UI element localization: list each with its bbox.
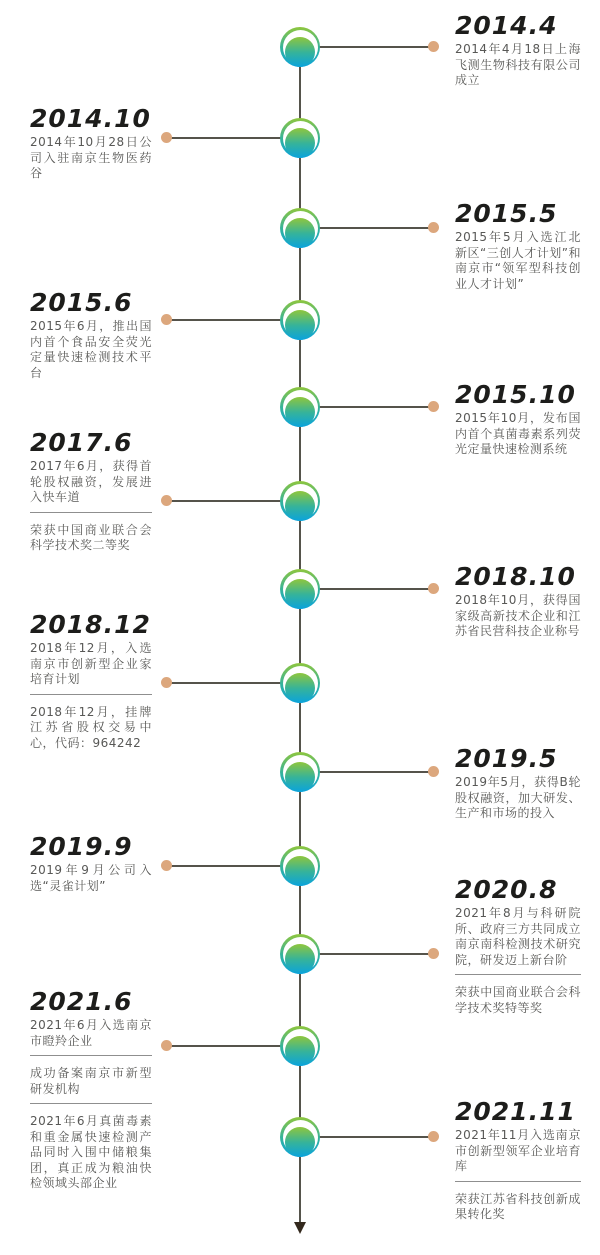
timeline-entry-2015-6: [30, 290, 152, 381]
node-disc: [285, 397, 315, 427]
timeline-entry-2014-10: [30, 106, 152, 182]
entry-text: 2015年5月入选江北新区“三创人才计划”和南京市“领军型科技创业人才计划”: [455, 230, 581, 291]
entry-date: 2019.9: [30, 832, 133, 861]
entry-date: 2021.11: [455, 1097, 576, 1126]
entry-divider: [30, 1055, 152, 1056]
connector-dot: [161, 860, 172, 871]
timeline-entry-2014-4: [455, 13, 581, 89]
node-disc: [285, 944, 315, 974]
entry-text: 2018年12月，挂牌江苏省股权交易中心，代码：964242: [30, 704, 152, 750]
connector-dot: [161, 314, 172, 325]
entry-text: 2021年6月入选南京市瞪羚企业: [30, 1018, 152, 1048]
connector-dot: [161, 677, 172, 688]
entry-date: 2020.8: [455, 875, 558, 904]
node-disc: [285, 491, 315, 521]
entry-date: 2021.6: [30, 987, 133, 1016]
timeline-entry-2018-12: [30, 612, 152, 751]
timeline-entry-2019-5: [455, 746, 581, 822]
entry-text: 2021年6月真菌毒素和重金属快速检测产品同时入围中储粮集团，真正成为粮油快检领域头部企业: [30, 1114, 152, 1190]
entry-date: 2014.4: [455, 11, 558, 40]
entry-text: 2014年10月28日公司入驻南京生物医药谷: [30, 135, 152, 180]
entry-text: 2019年9月公司入选“灵雀计划”: [30, 863, 152, 893]
node-disc: [285, 762, 315, 792]
entry-divider: [30, 694, 152, 695]
entry-text: 荣获中国商业联合会科学技术奖二等奖: [30, 522, 152, 552]
entry-text: 2015年6月，推出国内首个食品安全荧光定量快速检测技术平台: [30, 319, 152, 380]
timeline-entry-2018-10: [455, 564, 581, 640]
entry-text: 2017年6月，获得首轮股权融资，发展进入快车道: [30, 459, 152, 504]
entry-date: 2015.5: [455, 199, 558, 228]
node-disc: [285, 579, 315, 609]
entry-text: 荣获中国商业联合会科学技术奖特等奖: [455, 985, 581, 1015]
node-disc: [285, 673, 315, 703]
connector-dot: [161, 1040, 172, 1051]
entry-text: 2018年10月，获得国家级高新技术企业和江苏省民营科技企业称号: [455, 593, 581, 638]
timeline-entry-2015-10: [455, 382, 581, 458]
entry-date: 2018.10: [455, 562, 576, 591]
entry-date: 2019.5: [455, 744, 558, 773]
connector-dot: [428, 948, 439, 959]
entry-divider: [455, 1181, 581, 1182]
entry-text: 成功备案南京市新型研发机构: [30, 1066, 152, 1096]
connector-dot: [161, 495, 172, 506]
entry-divider: [30, 1103, 152, 1104]
entry-date: 2014.10: [30, 104, 151, 133]
entry-text: 2021年11月入选南京市创新型领军企业培育库: [455, 1128, 581, 1173]
connector-dot: [428, 41, 439, 52]
node-disc: [285, 310, 315, 340]
node-disc: [285, 218, 315, 248]
connector-dot: [428, 401, 439, 412]
entry-divider: [455, 974, 581, 975]
entry-divider: [30, 512, 152, 513]
timeline-entry-2019-9: [30, 834, 152, 894]
entry-text: 荣获江苏省科技创新成果转化奖: [455, 1191, 581, 1221]
timeline-entry-2021-11: [455, 1099, 581, 1223]
entry-date: 2015.10: [455, 380, 576, 409]
node-disc: [285, 1127, 315, 1157]
arrow-down-icon: [294, 1222, 306, 1234]
connector-dot: [161, 132, 172, 143]
node-disc: [285, 856, 315, 886]
connector-dot: [428, 766, 439, 777]
node-disc: [285, 128, 315, 158]
connector-dot: [428, 583, 439, 594]
entry-date: 2017.6: [30, 428, 133, 457]
entry-text: 2018年12月，入选南京市创新型企业家培育计划: [30, 641, 152, 686]
entry-text: 2021年8月与科研院所、政府三方共同成立南京南科检测技术研究院，研发迈上新台阶: [455, 906, 581, 967]
entry-text: 2019年5月，获得B轮股权融资，加大研发、生产和市场的投入: [455, 775, 581, 820]
connector-dot: [428, 222, 439, 233]
entry-date: 2018.12: [30, 610, 151, 639]
node-disc: [285, 1036, 315, 1066]
entry-text: 2014年4月18日上海飞测生物科技有限公司成立: [455, 42, 581, 87]
timeline-entry-2020-8: [455, 877, 581, 1016]
connector-dot: [428, 1131, 439, 1142]
timeline-entry-2015-5: [455, 201, 581, 292]
entry-date: 2015.6: [30, 288, 133, 317]
timeline-entry-2017-6: [30, 430, 152, 554]
entry-text: 2015年10月，发布国内首个真菌毒素系列荧光定量快速检测系统: [455, 411, 581, 456]
node-disc: [285, 37, 315, 67]
timeline-entry-2021-6: [30, 989, 152, 1192]
